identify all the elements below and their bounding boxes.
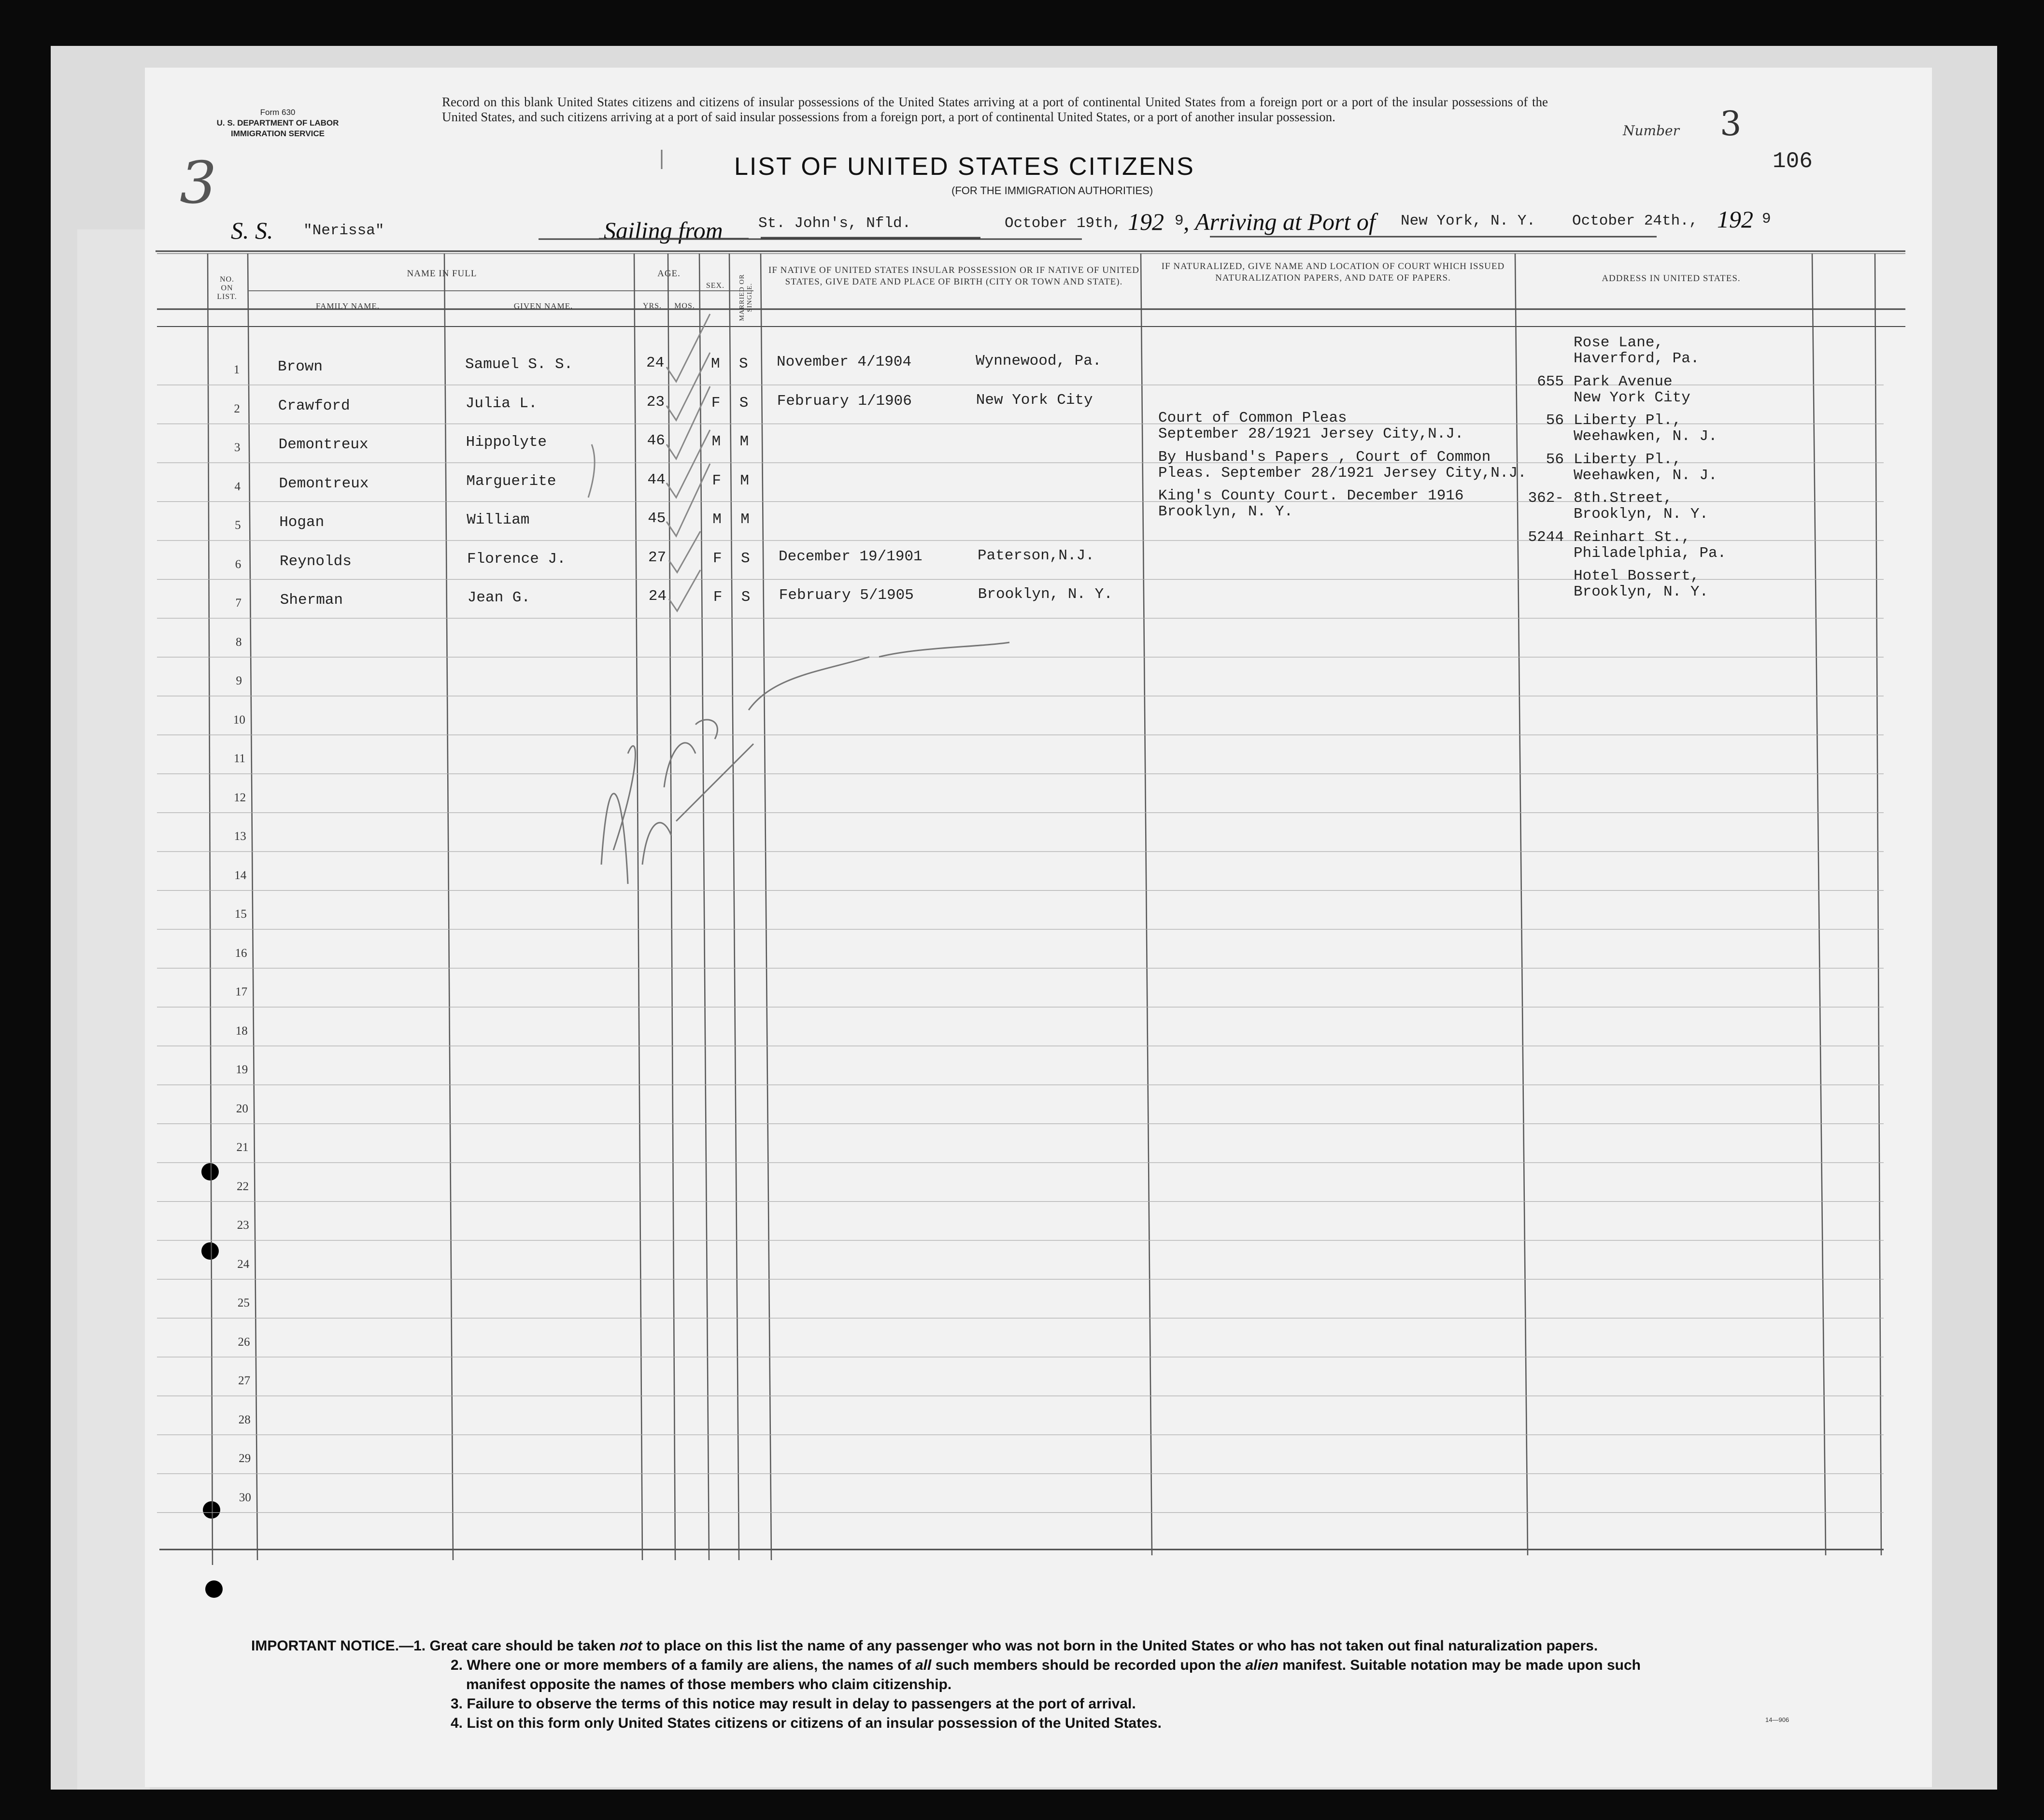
birth-place: Brooklyn, N. Y.	[978, 586, 1113, 603]
row-number: 27	[238, 1374, 251, 1387]
passenger-family-name: Demontreux	[279, 475, 369, 492]
address-number: 56	[1546, 451, 1564, 468]
departure-port: St. John's, Nfld.	[758, 215, 911, 232]
passenger-sex: M	[711, 355, 720, 372]
row-number: 8	[235, 635, 242, 649]
notice-label: IMPORTANT NOTICE.—	[251, 1638, 414, 1654]
col-header-family: FAMILY NAME.	[315, 301, 380, 311]
naturalization-court: King's County Court. December 1916	[1158, 487, 1464, 504]
passenger-sex: F	[713, 550, 722, 567]
row-number: 13	[234, 830, 246, 843]
passenger-age: 44	[647, 471, 666, 488]
row-number: 19	[236, 1063, 248, 1076]
passenger-age: 45	[648, 510, 666, 527]
passenger-family-name: Demontreux	[278, 436, 369, 453]
passenger-family-name: Sherman	[280, 592, 343, 609]
row-number: 20	[236, 1102, 248, 1115]
passenger-age: 24	[648, 588, 667, 605]
passenger-given-name: Marguerite	[466, 472, 556, 490]
address-city: Brooklyn, N. Y.	[1574, 506, 1709, 523]
year-digit-to: 9	[1762, 211, 1771, 228]
passenger-marital-status: S	[741, 550, 750, 567]
passenger-given-name: Jean G.	[467, 589, 531, 606]
notice-item2-a: 2. Where one or more members of a family are aliens, the names of	[451, 1657, 915, 1673]
arriving-label: , Arriving at Port of	[1183, 208, 1376, 235]
row-number: 4	[234, 480, 241, 493]
address-street: Reinhart St.,	[1574, 528, 1690, 546]
passenger-age: 46	[647, 432, 665, 449]
passenger-family-name: Crawford	[278, 397, 350, 414]
passenger-marital-status: S	[741, 589, 751, 606]
address-street: Hotel Bossert,	[1574, 568, 1700, 584]
passenger-given-name: Julia L.	[465, 395, 538, 412]
address-city: Weehawken, N. J.	[1574, 428, 1718, 445]
number-value: 3	[1719, 104, 1742, 143]
passenger-sex: F	[713, 589, 723, 606]
passenger-sex: F	[711, 394, 721, 412]
notice-line-2b: manifest opposite the names of those members who claim citizenship.	[466, 1677, 952, 1692]
address-street: Liberty Pl.,	[1574, 412, 1682, 429]
birth-date: February 1/1906	[777, 392, 912, 410]
notice-item2-em1: all	[915, 1657, 932, 1673]
col-header-sex: SEX.	[706, 282, 725, 290]
row-number: 28	[238, 1413, 251, 1426]
arrival-port: New York, N. Y.	[1401, 213, 1536, 229]
row-number: 24	[237, 1257, 250, 1271]
row-number: 22	[237, 1180, 249, 1193]
row-number: 3	[234, 441, 241, 454]
address-street: Liberty Pl.,	[1574, 451, 1682, 468]
departure-date: October 19th,	[1005, 215, 1121, 232]
passenger-family-name: Reynolds	[280, 553, 352, 570]
birth-date: February 5/1905	[779, 587, 914, 604]
address-number: 56	[1546, 412, 1564, 429]
row-number: 26	[238, 1335, 250, 1349]
year-prefix-to: 192	[1717, 206, 1753, 233]
address-city: Haverford, Pa.	[1574, 350, 1700, 367]
col-header-name: NAME IN FULL	[407, 269, 477, 279]
row-number: 1	[233, 363, 240, 376]
passenger-age: 24	[646, 355, 665, 371]
address-city: Weehawken, N. J.	[1574, 467, 1718, 484]
naturalization-date: Pleas. September 28/1921 Jersey City,N.J.	[1158, 464, 1527, 482]
naturalization-date: Brooklyn, N. Y.	[1158, 503, 1293, 520]
row-number: 18	[235, 1024, 248, 1038]
col-header-married: MARRIED OR SINGLE.	[738, 274, 753, 321]
address-city: Philadelphia, Pa.	[1574, 544, 1727, 562]
passenger-marital-status: M	[739, 433, 749, 450]
address-street: Park Avenue	[1574, 373, 1673, 390]
passenger-given-name: Hippolyte	[466, 434, 547, 451]
col-header-birth: IF NATIVE OF UNITED STATES INSULAR POSSESSION OR IF NATIVE OF UNITED STATES, GIVE DATE AND PLACE OF BIRTH (CITY OR TOWN AND STATE).	[768, 265, 1139, 287]
notice-item1-em: not	[619, 1638, 642, 1654]
birth-place: Wynnewood, Pa.	[976, 353, 1102, 370]
sailing-label: Sailing from	[604, 217, 723, 244]
form-number: Form 630	[260, 108, 296, 117]
important-notice	[251, 1636, 1845, 1733]
passenger-given-name: William	[467, 512, 530, 528]
form-subtitle: (FOR THE IMMIGRATION AUTHORITIES)	[951, 185, 1153, 197]
col-header-no: NO. ON LIST.	[217, 275, 237, 301]
row-number: 15	[234, 908, 247, 921]
naturalization-court: Court of Common Pleas	[1158, 410, 1347, 427]
year-digit-from: 9	[1175, 213, 1184, 229]
notice-line-2	[251, 1656, 1845, 1675]
address-city: New York City	[1574, 389, 1690, 406]
number-label: Number	[1623, 123, 1679, 139]
address-city: Brooklyn, N. Y.	[1574, 583, 1709, 600]
row-number: 16	[235, 946, 247, 960]
arrival-date: October 24th.,	[1572, 213, 1698, 229]
col-header-address: ADDRESS IN UNITED STATES.	[1602, 273, 1741, 284]
address-number: 5244	[1528, 528, 1564, 546]
notice-line-1	[251, 1636, 1845, 1656]
address-number: 655	[1537, 373, 1564, 390]
birth-place: Paterson,N.J.	[978, 547, 1094, 564]
col-header-naturalized: IF NATURALIZED, GIVE NAME AND LOCATION OF COURT WHICH ISSUED NATURALIZATION PAPERS, AND DATE OF PAPERS.	[1161, 261, 1505, 283]
year-prefix-from: 192	[1128, 208, 1164, 235]
row-number: 14	[234, 868, 247, 882]
notice-item2-c: manifest. Suitable notation may be made upon such	[1278, 1657, 1641, 1673]
passenger-sex: M	[711, 433, 721, 450]
row-number: 23	[237, 1219, 249, 1232]
service-name: IMMIGRATION SERVICE	[231, 129, 325, 138]
margin-mark: 3	[180, 150, 217, 217]
row-number: 6	[235, 557, 241, 571]
notice-item2-em2: alien	[1245, 1657, 1278, 1673]
row-number: 25	[237, 1296, 250, 1309]
col-header-given: GIVEN NAME.	[513, 301, 573, 311]
row-number: 21	[236, 1141, 249, 1154]
passenger-family-name: Brown	[278, 358, 323, 375]
birth-place: New York City	[976, 391, 1093, 409]
department-name: U. S. DEPARTMENT OF LABOR	[216, 118, 339, 128]
col-header-mos: MOS.	[674, 302, 695, 310]
print-code: 14—906	[1765, 1716, 1789, 1723]
birth-date: December 19/1901	[779, 548, 923, 565]
address-street: Rose Lane,	[1574, 334, 1664, 351]
passenger-marital-status: M	[740, 511, 750, 528]
passenger-given-name: Florence J.	[467, 550, 566, 568]
page-stamp: 106	[1773, 149, 1813, 174]
notice-line-4: 4. List on this form only United States citizens or citizens of an insular possession of the United States.	[451, 1715, 1162, 1731]
passenger-given-name: Samuel S. S.	[465, 356, 573, 373]
naturalization-date: September 28/1921 Jersey City,N.J.	[1158, 426, 1464, 442]
row-number: 29	[239, 1452, 251, 1465]
ship-name: "Nerissa"	[303, 222, 384, 239]
row-number: 9	[236, 674, 242, 687]
row-number: 7	[235, 597, 241, 610]
passenger-age: 23	[646, 393, 665, 411]
passenger-family-name: Hogan	[279, 514, 325, 531]
col-header-yrs: YRS.	[642, 302, 662, 310]
notice-line-3: 3. Failure to observe the terms of this notice may result in delay to passengers at the port of arrival.	[451, 1696, 1136, 1712]
passenger-marital-status: S	[739, 355, 748, 372]
address-number: 362-	[1528, 490, 1564, 507]
col-header-age: AGE.	[657, 269, 681, 279]
notice-item1-a: 1. Great care should be taken	[413, 1638, 620, 1654]
address-street: 8th.Street,	[1574, 490, 1673, 507]
notice-item2-b: such members should be recorded upon the	[931, 1657, 1246, 1673]
row-number: 30	[239, 1491, 251, 1504]
row-number: 10	[233, 713, 245, 726]
row-number: 11	[233, 752, 246, 765]
passenger-marital-status: S	[739, 394, 749, 412]
passenger-age: 27	[648, 549, 667, 566]
passenger-sex: M	[712, 511, 722, 528]
preamble-text: Record on this blank United States citizens and citizens of insular possessions of the United States arriving at a port of continental United States from a foreign port or a port of the insular possessions of the United States, and such citizens arriving at a port of said insular possessions from a foreign port, a port of continental United States, or a port of another insular possession.	[442, 95, 1548, 124]
passenger-marital-status: M	[740, 472, 749, 489]
notice-item1-b: to place on this list the name of any passenger who was not born in the United States or who has not taken out final naturalization papers.	[642, 1638, 1598, 1654]
birth-date: November 4/1904	[777, 354, 912, 370]
row-number: 2	[234, 402, 240, 415]
form-title: LIST OF UNITED STATES CITIZENS	[734, 153, 1195, 181]
row-number: 12	[234, 791, 246, 804]
naturalization-court: By Husband's Papers , Court of Common	[1158, 448, 1491, 466]
passenger-sex: F	[712, 472, 721, 489]
row-number: 17	[235, 985, 248, 998]
row-number: 5	[235, 519, 241, 532]
ss-label: S. S.	[231, 217, 273, 244]
